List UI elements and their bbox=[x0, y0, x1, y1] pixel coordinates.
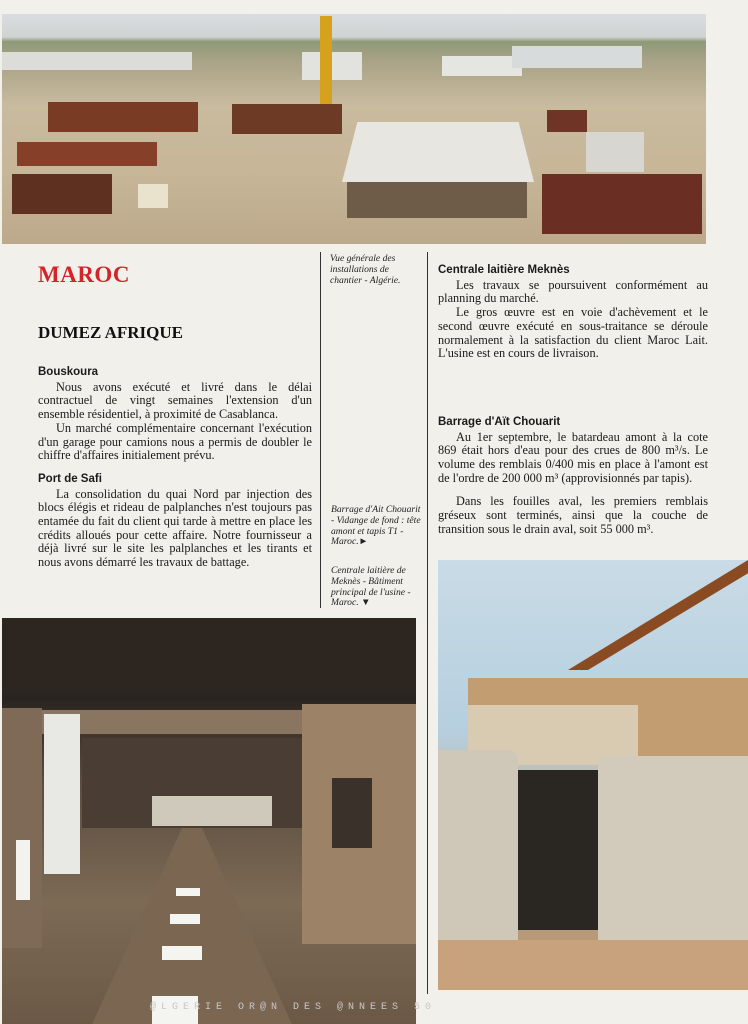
left-column bbox=[38, 366, 312, 570]
paragraph: Nous avons exécuté et livré dans le délai contractuel de vingt semaines l'extension d'un ensemble résidentiel, à proximité de Casablanca. bbox=[38, 379, 312, 422]
heading-port-de-safi: Port de Safi bbox=[38, 472, 102, 485]
caption-top-photo: Vue générale des installations de chantier - Algérie. bbox=[330, 253, 401, 286]
paragraph: Dans les fouilles aval, les premiers remblais gréseux sont terminés, ainsi que la couche de transition sous le drain aval, soit 55 000 m³. bbox=[438, 494, 708, 536]
column-divider-right bbox=[427, 252, 428, 994]
caption-factory-photo: Centrale laitière de Meknès - Bâtiment principal de l'usine - Maroc. ▼ bbox=[331, 565, 411, 609]
paragraph: Le gros œuvre est en voie d'achèvement et le second œuvre exécuté en sous-traitance se déroule normalement à la satisfaction du client Maroc Lait. L'usine est en cours de livraison. bbox=[438, 305, 708, 361]
paragraph: Les travaux se poursuivent conformément au planning du marché. bbox=[438, 277, 708, 306]
paragraph: Un marché complémentaire concernant l'exécution d'un garage pour camions nous a permis de doubler le chiffre d'affaires initialement prévu. bbox=[38, 420, 312, 463]
construction-site-photo bbox=[2, 14, 706, 244]
dam-photo bbox=[438, 560, 748, 990]
factory-interior-photo bbox=[2, 618, 416, 1024]
heading-centrale-laitiere: Centrale laitière Meknès bbox=[438, 264, 570, 276]
section-title: MAROC bbox=[38, 262, 130, 287]
paragraph: Au 1er septembre, le batardeau amont à la cote 869 était hors d'eau pour des crues de 800 m³/s. Le volume des remblais 0/400 mis en place à l'amont est de l'ordre de 200 000 m³ (approvisionnés par tapis). bbox=[438, 429, 708, 485]
right-column bbox=[438, 264, 708, 537]
article-bouskoura bbox=[38, 366, 312, 463]
heading-barrage: Barrage d'Aït Chouarit bbox=[438, 415, 561, 428]
column-divider-left bbox=[320, 252, 321, 608]
article-port-de-safi bbox=[38, 473, 312, 570]
paragraph: La consolidation du quai Nord par injection des blocs élégis et rideau de palplanches n'est toujours pas entamée du fait du client qui tarde à mettre en place les crédits alloués pour cette affaire. Notre fournisseur a déjà livré sur le site les palplanches et les tirants et nous avons démarré les travaux de battage. bbox=[38, 486, 312, 570]
company-heading: DUMEZ AFRIQUE bbox=[38, 323, 183, 342]
article-barrage bbox=[438, 416, 708, 537]
article-centrale-laitiere bbox=[438, 264, 708, 361]
caption-dam-photo: Barrage d'Ait Chouarit - Vidange de fond : tête amont et tapis T1 - Maroc.► bbox=[331, 504, 421, 548]
heading-bouskoura: Bouskoura bbox=[38, 366, 99, 378]
footer-watermark: @LGERIE OR@N DES @NNEES 50 bbox=[150, 1002, 437, 1013]
